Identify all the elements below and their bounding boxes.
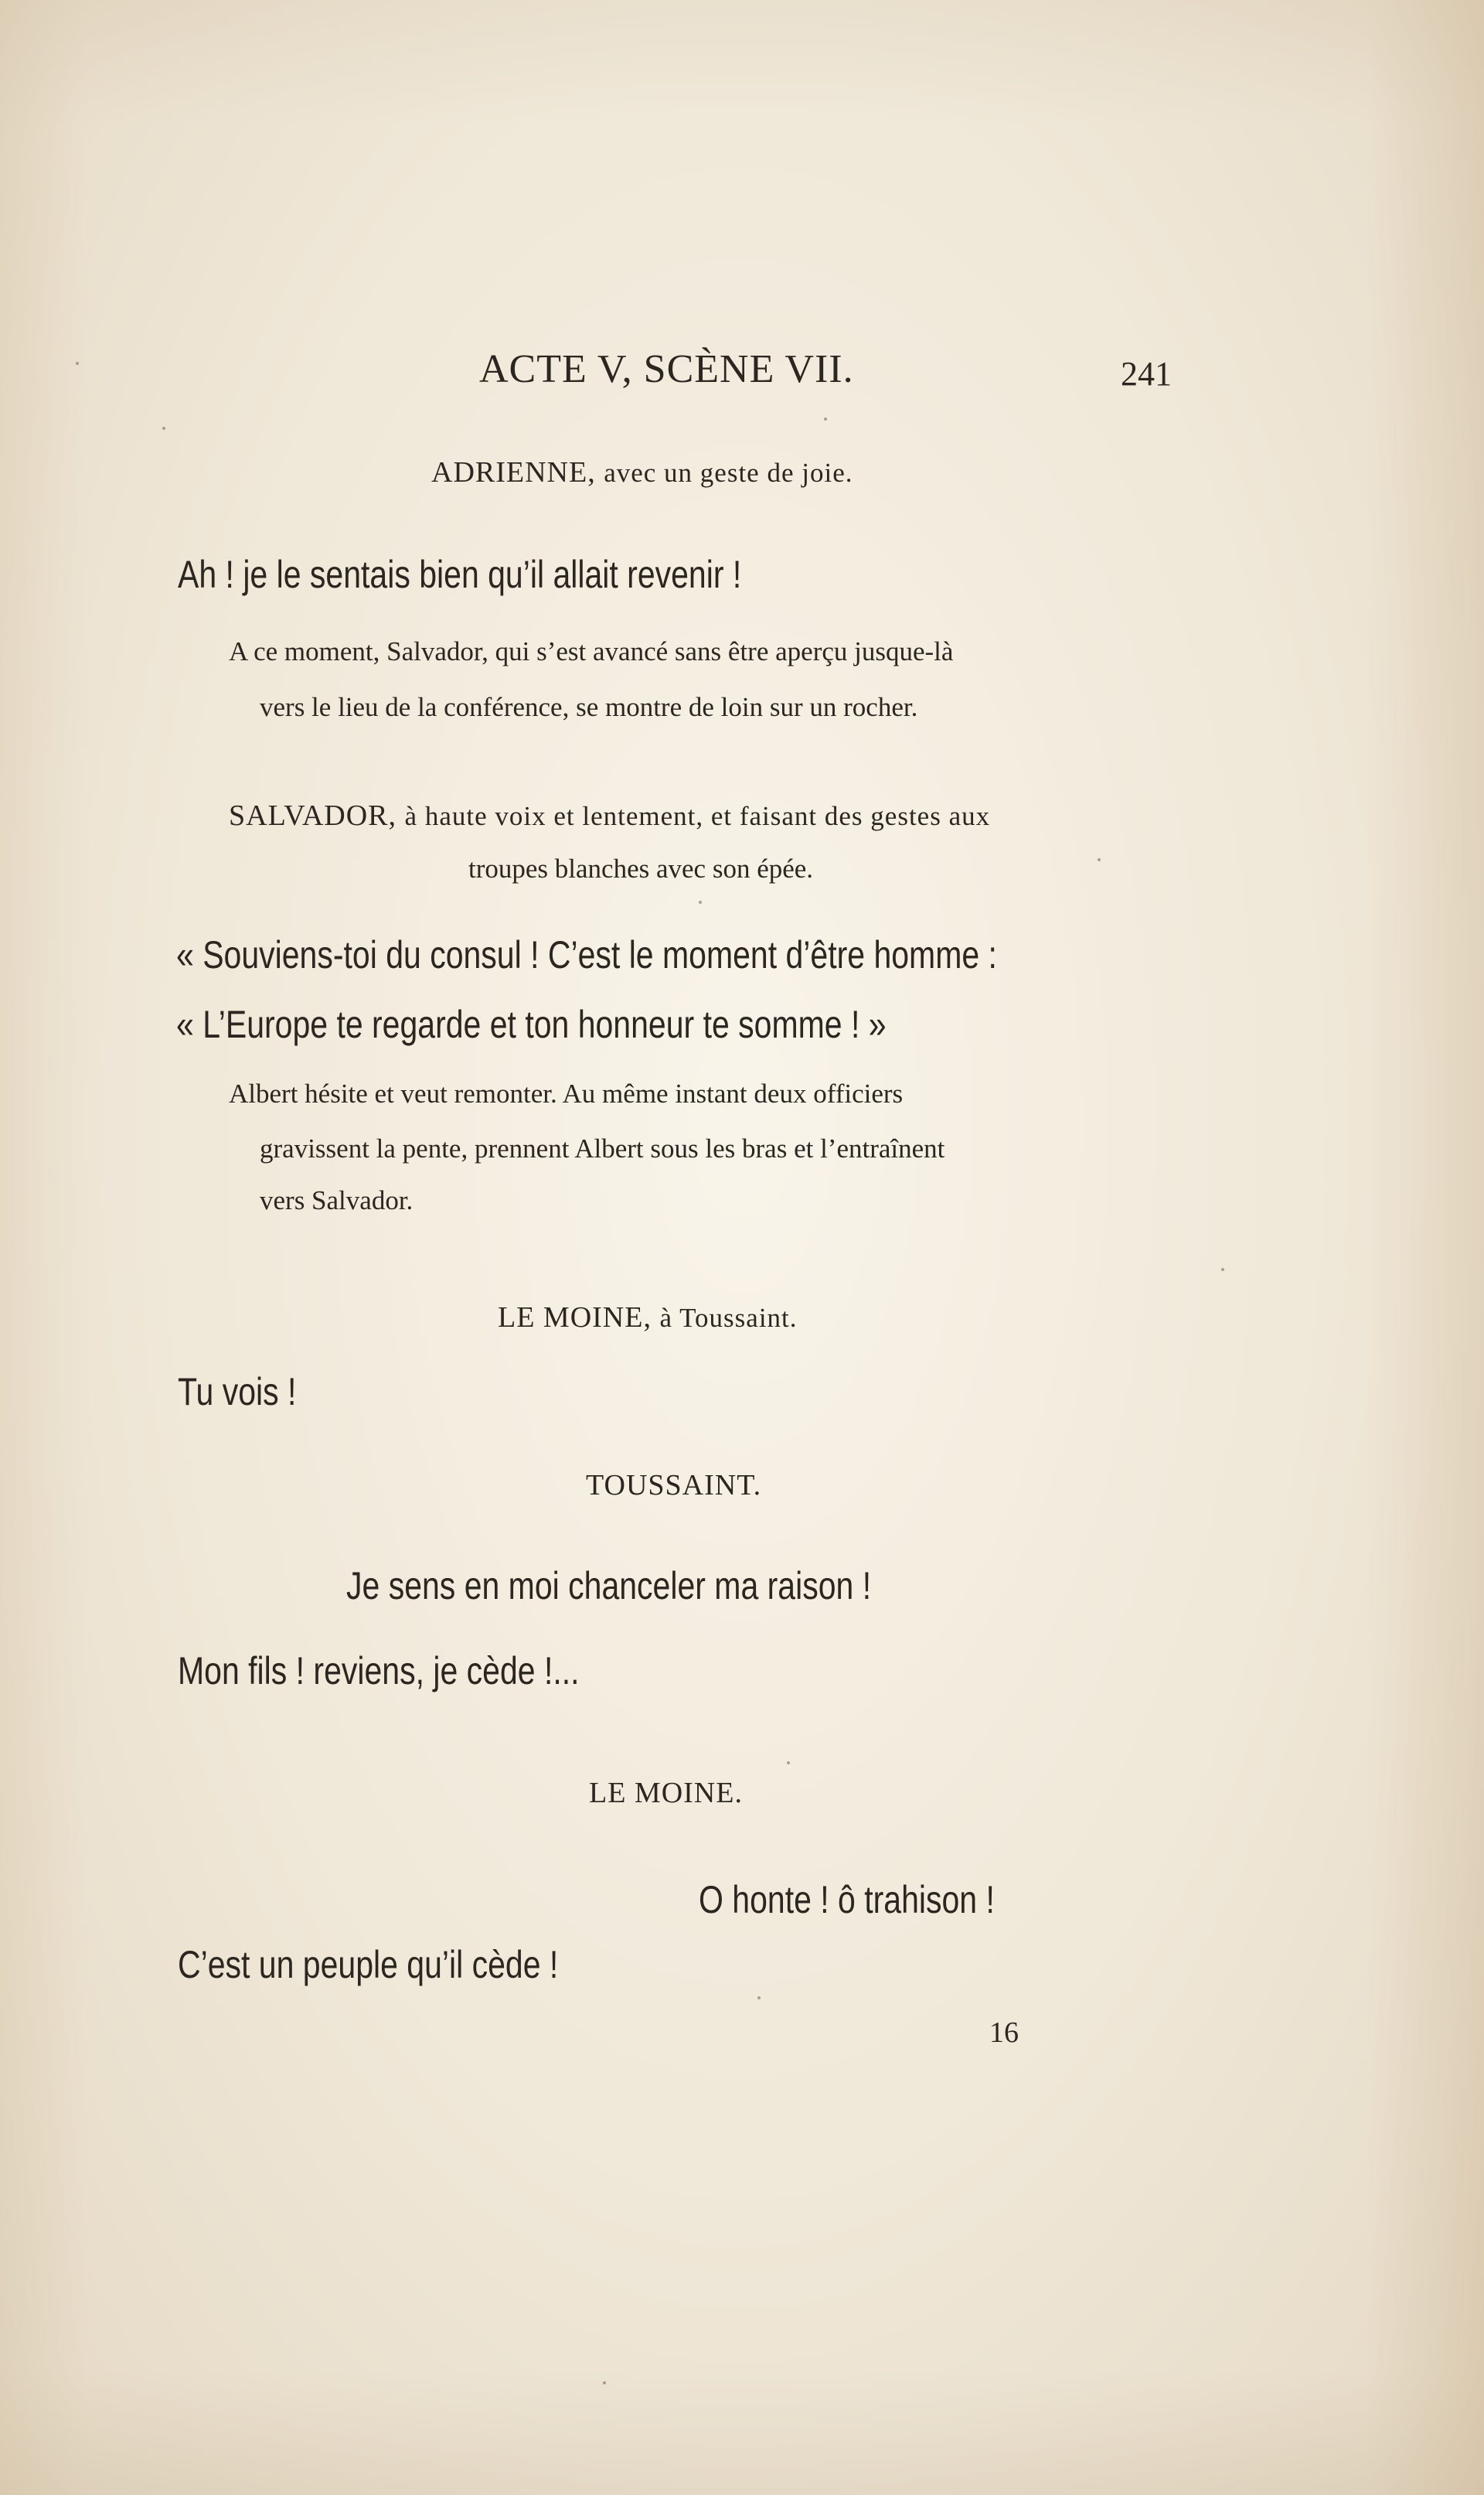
speaker-heading-moine: LE MOINE. (589, 1777, 743, 1809)
speaker-heading-toussaint: TOUSSAINT. (586, 1469, 762, 1501)
verse-line: « Souviens-toi du consul ! C’est le moment d’être homme : (176, 933, 997, 977)
stage-direction: à Toussaint. (659, 1303, 798, 1333)
paper-speck (1098, 858, 1101, 861)
stage-direction-line: troupes blanches avec son épée. (468, 854, 814, 884)
stage-direction-line: vers Salvador. (260, 1185, 414, 1215)
running-header-title: ACTE V, SCÈNE VII. (479, 347, 854, 391)
paper-speck (162, 427, 165, 430)
stage-direction-line: vers le lieu de la conférence, se montre de loin sur un rocher. (260, 692, 918, 722)
speaker-name: ADRIENNE, (431, 456, 596, 489)
speaker-name: LE MOINE, (498, 1301, 652, 1334)
speaker-heading-adrienne (431, 458, 853, 487)
stage-direction-line: Albert hésite et veut remonter. Au même instant deux officiers (229, 1079, 904, 1109)
stage-direction: avec un geste de joie. (604, 458, 853, 488)
paper-speck (603, 2381, 606, 2384)
verse-line: Mon fils ! reviens, je cède !... (178, 1649, 580, 1692)
verse-line: Je sens en moi chanceler ma raison ! (346, 1564, 872, 1607)
verse-line: C’est un peuple qu’il cède ! (178, 1943, 559, 1986)
stage-direction-line: A ce moment, Salvador, qui s’est avancé sans être aperçu jusque-là (229, 636, 954, 666)
page-number: 241 (1121, 355, 1172, 393)
stage-direction: à haute voix et lentement, et faisant des gestes aux (404, 801, 991, 831)
speaker-heading-salvador (229, 801, 990, 830)
verse-line: O honte ! ô trahison ! (699, 1878, 995, 1921)
stage-direction-line: gravissent la pente, prennent Albert sous les bras et l’entraînent (260, 1133, 945, 1164)
signature-mark: 16 (989, 2016, 1019, 2049)
paper-speck (824, 418, 827, 421)
verse-line: Tu vois ! (178, 1370, 297, 1413)
verse-line: « L’Europe te regarde et ton honneur te somme ! » (176, 1003, 887, 1046)
verse-line: Ah ! je le sentais bien qu’il allait revenir ! (178, 553, 742, 596)
paper-speck (787, 1761, 790, 1764)
paper-speck (757, 1996, 761, 1999)
paper-speck (76, 362, 79, 365)
speaker-name: SALVADOR, (229, 799, 397, 832)
paper-speck (699, 901, 702, 904)
speaker-heading-moine (498, 1303, 798, 1332)
paper-speck (1221, 1268, 1224, 1271)
